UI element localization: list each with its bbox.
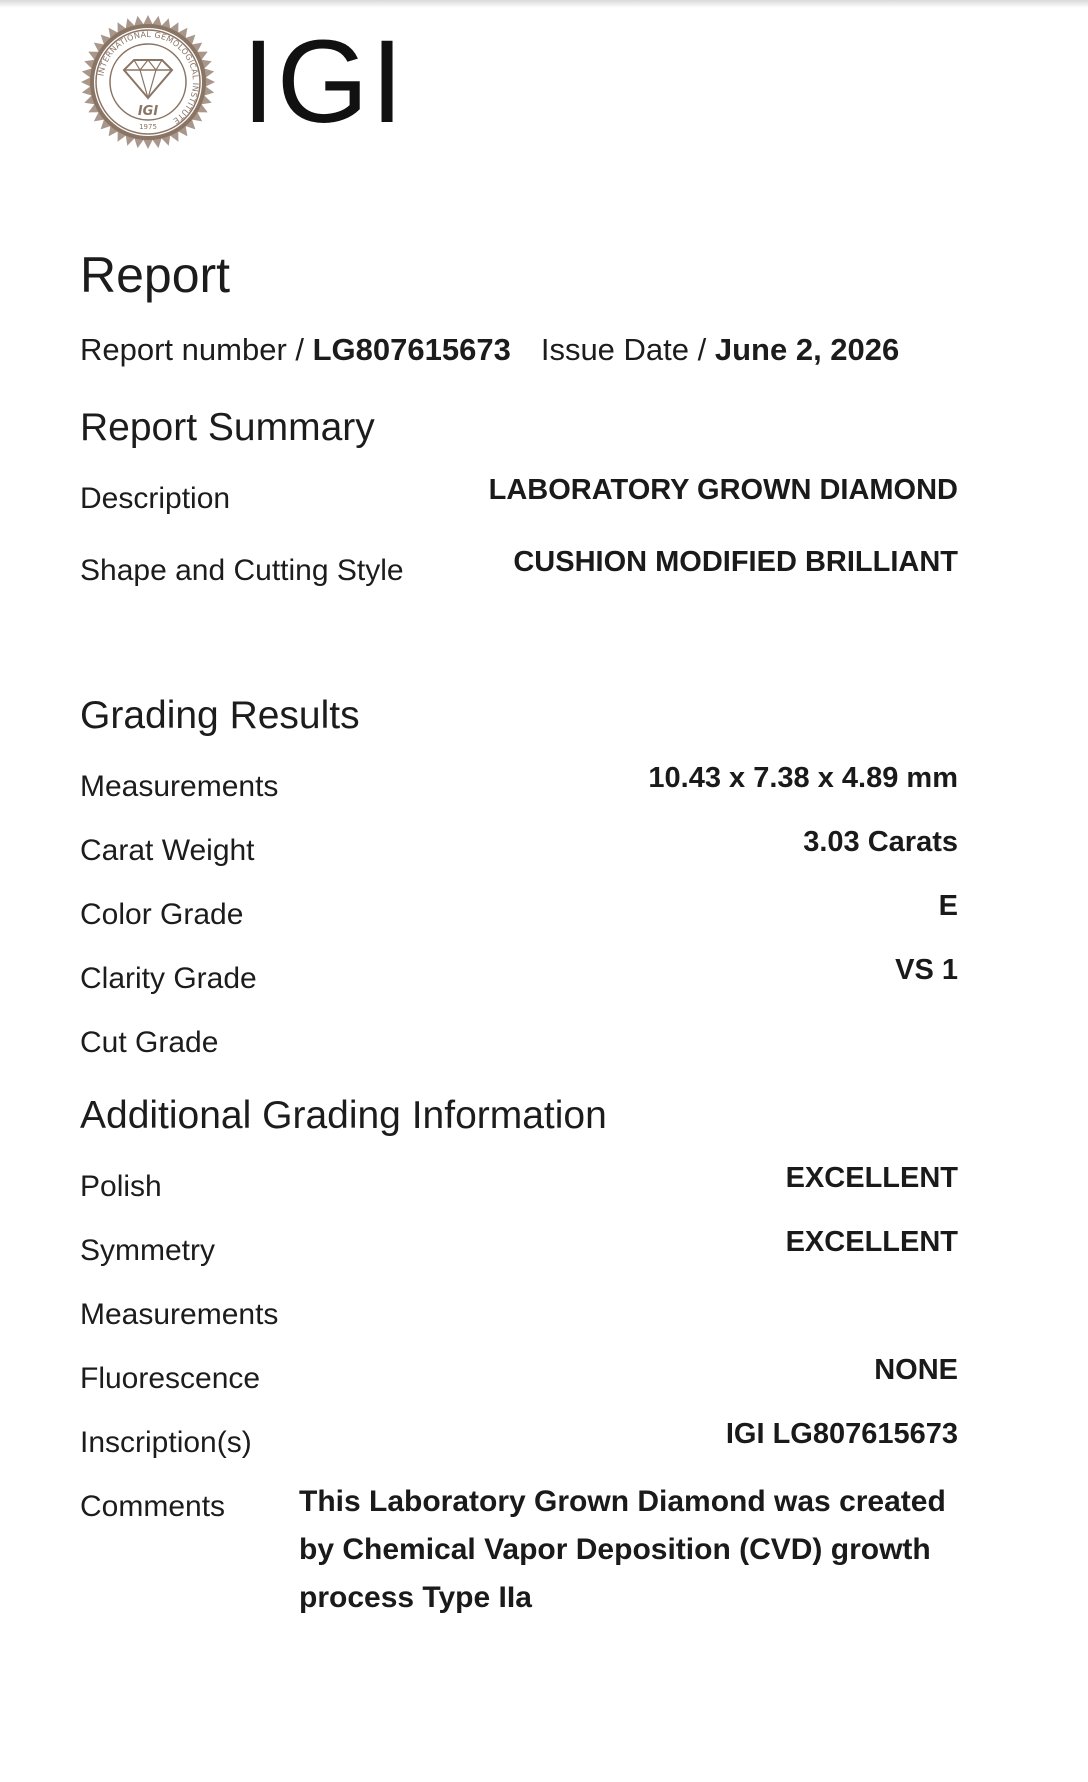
row-label: Color Grade bbox=[80, 898, 244, 931]
row-label: Cut Grade bbox=[80, 1026, 219, 1059]
row-label: Carat Weight bbox=[80, 834, 255, 867]
row-value: 10.43 x 7.38 x 4.89 mm bbox=[648, 762, 958, 794]
grading-results-heading: Grading Results bbox=[80, 694, 360, 737]
row-label: Shape and Cutting Style bbox=[80, 554, 404, 587]
page-title: Report bbox=[80, 247, 231, 303]
row-value: E bbox=[938, 890, 958, 922]
row-label: Clarity Grade bbox=[80, 962, 257, 995]
row-label: Measurements bbox=[80, 1298, 279, 1331]
issue-date-label: Issue Date / bbox=[540, 332, 715, 367]
report-summary-heading: Report Summary bbox=[80, 406, 375, 449]
seal-monogram: IGI bbox=[137, 104, 159, 119]
summary-row-description bbox=[80, 474, 958, 514]
additional-grading-heading: Additional Grading Information bbox=[80, 1094, 607, 1137]
igi-wordmark: IGI bbox=[242, 16, 406, 148]
additional-row-inscriptions bbox=[80, 1418, 958, 1458]
additional-row-measurements bbox=[80, 1290, 958, 1330]
row-value: EXCELLENT bbox=[785, 1162, 958, 1194]
grading-row-carat-weight bbox=[80, 826, 958, 866]
report-number-label: Report number / bbox=[80, 332, 313, 367]
seal-ring-text: INTERNATIONAL GEMOLOGICAL INSTITUTE bbox=[96, 29, 201, 126]
row-value: EXCELLENT bbox=[785, 1226, 958, 1258]
additional-row-polish bbox=[80, 1162, 958, 1202]
row-value: LABORATORY GROWN DIAMOND bbox=[488, 474, 958, 506]
issue-date: June 2, 2026 bbox=[714, 332, 900, 367]
comments-value: This Laboratory Grown Diamond was created by Chemical Vapor Deposition (CVD) growth process Type IIa bbox=[299, 1485, 946, 1614]
row-value: CUSHION MODIFIED BRILLIANT bbox=[513, 546, 958, 578]
row-value: VS 1 bbox=[895, 954, 958, 986]
row-label: Symmetry bbox=[80, 1234, 215, 1267]
top-edge-shadow bbox=[0, 0, 1088, 8]
row-label: Polish bbox=[80, 1170, 162, 1203]
report-meta bbox=[80, 332, 899, 368]
grading-row-color-grade bbox=[80, 890, 958, 930]
grading-row-clarity-grade bbox=[80, 954, 958, 994]
seal-year: 1975 bbox=[139, 123, 157, 131]
row-label: Measurements bbox=[80, 770, 279, 803]
report-number: LG807615673 bbox=[312, 332, 511, 367]
summary-row-shape bbox=[80, 546, 958, 586]
row-label: Inscription(s) bbox=[80, 1426, 252, 1459]
grading-row-cut-grade bbox=[80, 1018, 958, 1058]
row-value: IGI LG807615673 bbox=[725, 1418, 958, 1450]
row-value: NONE bbox=[874, 1354, 958, 1386]
grading-row-measurements bbox=[80, 762, 958, 802]
row-value: 3.03 Carats bbox=[803, 826, 958, 858]
igi-seal-icon bbox=[80, 14, 216, 150]
row-label: Fluorescence bbox=[80, 1362, 261, 1395]
additional-row-fluorescence bbox=[80, 1354, 958, 1394]
additional-row-symmetry bbox=[80, 1226, 958, 1266]
igi-logo bbox=[80, 14, 405, 150]
row-label: Comments bbox=[80, 1490, 226, 1523]
row-label: Description bbox=[80, 482, 231, 515]
